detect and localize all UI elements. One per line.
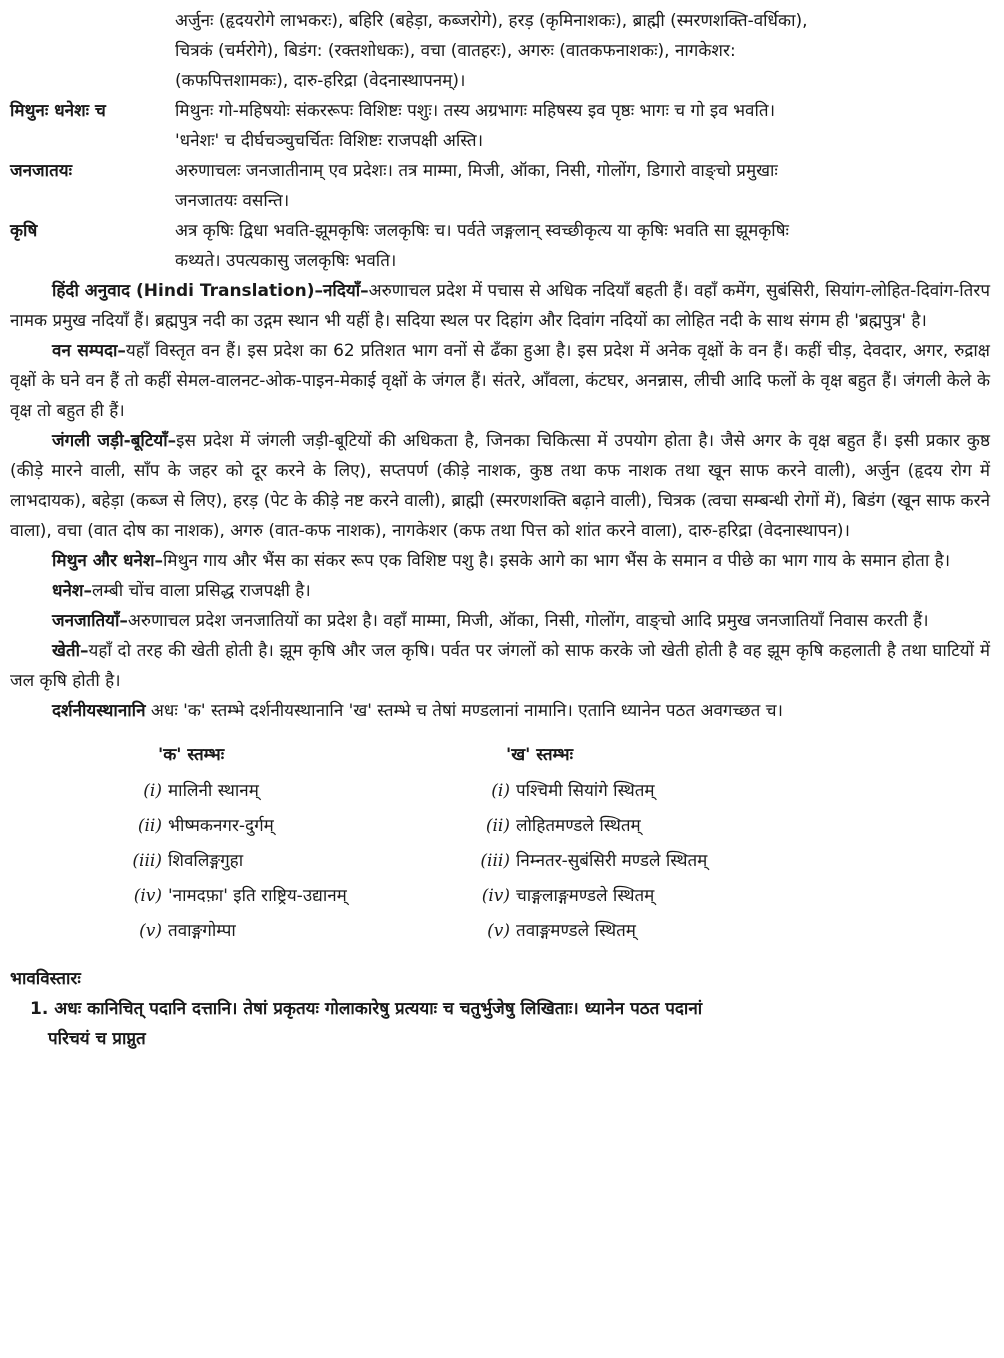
paragraph-heading: वन सम्पदा– [52, 341, 126, 361]
column-ka [110, 740, 347, 951]
item-number: (i) [143, 781, 162, 801]
gloss-line: अत्र कृषिः द्विधा भवति-झूमकृषिः जलकृषिः च। पर्वते जङ्गलान् स्वच्छीकृत्य या कृषिः भवति सा झूमकृषिः [175, 221, 789, 241]
paragraph-text: मिथुन गाय और भैंस का संकर रूप एक विशिष्ट पशु है। इसके आगे का भाग भैंस के समान व पीछे का भाग गाय के समान होता है। [163, 551, 951, 571]
item-text: लोहितमण्डले स्थितम् [516, 816, 641, 836]
gloss-term: कृषि [10, 221, 38, 241]
item-number: (iii) [132, 851, 162, 871]
item-text: तवाङ्गमण्डले स्थितम् [516, 921, 636, 941]
gloss-line: चित्रकं (चर्मरोगे), बिडंग: (रक्तशोधकः), वचा (वातहरः), अगरुः (वातकफनाशकः), नागकेशर: [175, 41, 736, 61]
paragraph-heading: धनेश– [52, 581, 92, 601]
paragraph-text: यहाँ विस्तृत वन हैं। इस प्रदेश का 62 प्रतिशत भाग वनों से ढँका हुआ है। इस प्रदेश में अनेक वृक्षों के वन हैं। कहीं चीड़, देवदार, अगर, रुद्राक्ष वृक्षों के घने वन हैं तो कहीं सेमल-वालनट-ओक-पाइन-मेकाई वृक्षों के जंगल हैं। संतरे, आँवला, कंटघर, अनन्नास, लीची आदि फलों के वृक्ष बहुत हैं। जंगली केले के वृक्ष तो बहुत ही हैं। [10, 341, 990, 421]
translation-section [10, 276, 990, 726]
paragraph-rivers [10, 276, 990, 336]
item-text: निम्नतर-सुबंसिरी मण्डले स्थितम् [516, 851, 708, 871]
item-number: (ii) [485, 816, 510, 836]
paragraph-herbs [10, 426, 990, 546]
column-heading: 'क' स्तम्भः [158, 745, 225, 765]
list-item [110, 916, 347, 951]
gloss-line: 'धनेशः' च दीर्घचञ्चुचर्चितः विशिष्टः राजपक्षी अस्ति। [175, 131, 484, 151]
item-number: (ii) [137, 816, 162, 836]
paragraph-text: अधः 'क' स्तम्भे दर्शनीयस्थानानि 'ख' स्तम्भे च तेषां मण्डलानां नामानि। एतानि ध्यानेन पठत अवगच्छत च। [145, 701, 783, 721]
item-text: 'नामदफ़ा' इति राष्ट्रिय-उद्यानम् [168, 886, 347, 906]
gloss-entry-agriculture [10, 216, 990, 246]
question-text-continued: परिचयं च प्राप्नुत [48, 1029, 146, 1049]
paragraph-text: अरुणाचल प्रदेश में पचास से अधिक नदियाँ बहती हैं। वहाँ कमेंग, सुबंसिरी, सियांग-लोहित-दिवांग-तिरप नामक प्रमुख नदियाँ हैं। ब्रह्मपुत्र नदी का उद्गम स्थान भी यहीं है। सदिया स्थल पर दिहांग और दिवांग नदियों का लोहित नदी के साथ संगम ही 'ब्रह्मपुत्र' है। [10, 281, 990, 331]
paragraph-forests [10, 336, 990, 426]
list-item [110, 811, 347, 846]
paragraph-text: अरुणाचल प्रदेश जनजातियों का प्रदेश है। वहाँ माम्मा, मिजी, ऑका, निसी, गोलोंग, वाङ्चो आदि प्रमुख जनजातियाँ निवास करती हैं। [127, 611, 929, 631]
list-item [458, 846, 707, 881]
item-number: (iv) [133, 886, 162, 906]
paragraph-hornbill [10, 576, 990, 606]
gloss-entry-herbs [10, 6, 990, 96]
paragraph-mithun [10, 546, 990, 576]
paragraph-heading: जंगली जड़ी-बूटियाँ– [52, 431, 177, 451]
item-number: (v) [487, 921, 510, 941]
item-text: शिवलिङ्गगुहा [168, 851, 244, 871]
paragraph-heading: खेती– [52, 641, 89, 661]
gloss-line: (कफपित्तशामकः), दारु-हरिद्रा (वेदनास्थापनम्)। [175, 71, 466, 91]
gloss-line: कथ्यते। उपत्यकासु जलकृषिः भवति। [175, 251, 397, 271]
item-text: भीष्मकनगर-दुर्गम् [168, 816, 274, 836]
gloss-term: मिथुनः धनेशः च [10, 101, 106, 121]
paragraph-heading: हिंदी अनुवाद (Hindi Translation)–नदियाँ– [52, 281, 369, 301]
item-text: तवाङ्गगोम्पा [168, 921, 236, 941]
gloss-entry-tribes [10, 156, 990, 186]
question-number: 1. [30, 999, 49, 1019]
gloss-block [10, 6, 990, 276]
column-heading: 'ख' स्तम्भः [506, 745, 574, 765]
paragraph-text: लम्बी चोंच वाला प्रसिद्ध राजपक्षी है। [91, 581, 311, 601]
section-heading: भावविस्तारः [10, 969, 81, 989]
item-number: (i) [491, 781, 510, 801]
list-item [458, 776, 707, 811]
match-table [10, 740, 990, 950]
list-item [458, 916, 707, 951]
item-text: मालिनी स्थानम् [168, 781, 259, 801]
question-text: अधः कानिचित् पदानि दत्तानि। तेषां प्रकृतयः गोलाकारेषु प्रत्ययाः च चतुर्भुजेषु लिखिताः। ध्यानेन पठत पदानां [54, 999, 703, 1019]
gloss-line: अर्जुनः (हृदयरोगे लाभकरः), बहिरि (बहेड़ा, कब्जरोगे), हरड़ (कृमिनाशकः), ब्राह्मी (स्मरणशक्ति-वर्धिका), [175, 11, 808, 31]
paragraph-heading: मिथुन और धनेश– [52, 551, 163, 571]
question-item [10, 994, 990, 1054]
item-number: (iv) [481, 886, 510, 906]
list-item [110, 846, 347, 881]
gloss-line: जनजातयः वसन्ति। [175, 191, 290, 211]
paragraph-heading: जनजातियाँ– [52, 611, 128, 631]
gloss-line: मिथुनः गो-महिषयोः संकररूपः विशिष्टः पशुः। तस्य अग्रभागः महिषस्य इव पृष्ठः भागः च गो इव भवति। [175, 101, 776, 121]
item-number: (v) [139, 921, 162, 941]
item-number: (iii) [480, 851, 510, 871]
paragraph-text: इस प्रदेश में जंगली जड़ी-बूटियों की अधिकता है, जिनका चिकित्सा में उपयोग होता है। जैसे अगर के वृक्ष बहुत हैं। इसी प्रकार कुष्ठ (कीड़े मारने वाली, साँप के जहर को दूर करने के लिए), सप्तपर्ण (कीड़े नाशक, कुष्ठ तथा कफ नाशक तथा खून साफ करने वाली), अर्जुन (हृदय रोग में लाभदायक), बहेड़ा (कब्ज से लिए), हरड़ (पेट के कीड़े नष्ट करने वाली), ब्राह्मी (स्मरणशक्ति बढ़ाने वाली), चित्रक (त्वचा सम्बन्धी रोगों में), बिडंग (खून साफ करने वाला), वचा (वात दोष का नाशक), अगरु (वात-कफ नाशक), नागकेशर (कफ तथा पित्त को शांत करने वाला), दारु-हरिद्रा (वेदनास्थापन)। [10, 431, 990, 541]
list-item [458, 881, 707, 916]
gloss-line: अरुणाचलः जनजातीनाम् एव प्रदेशः। तत्र माम्मा, मिजी, ऑका, निसी, गोलोंग, डिगारो वाङ्चो प्रमुखाः [175, 161, 778, 181]
gloss-entry-mithun [10, 96, 990, 126]
item-text: पश्चिमी सियांगे स्थितम् [516, 781, 655, 801]
paragraph-sights [10, 696, 990, 726]
item-text: चाङ्गलाङ्गमण्डले स्थितम् [516, 886, 655, 906]
list-item [458, 811, 707, 846]
paragraph-text: यहाँ दो तरह की खेती होती है। झूम कृषि और जल कृषि। पर्वत पर जंगलों को साफ करके जो खेती होती है वह झूम कृषि कहलाती है तथा घाटियों में जल कृषि होती है। [10, 641, 990, 691]
paragraph-tribes [10, 606, 990, 636]
gloss-term: जनजातयः [10, 161, 73, 181]
list-item [110, 776, 347, 811]
column-kha [458, 740, 707, 951]
list-item [110, 881, 347, 916]
paragraph-farming [10, 636, 990, 696]
paragraph-heading: दर्शनीयस्थानानि [52, 701, 146, 721]
